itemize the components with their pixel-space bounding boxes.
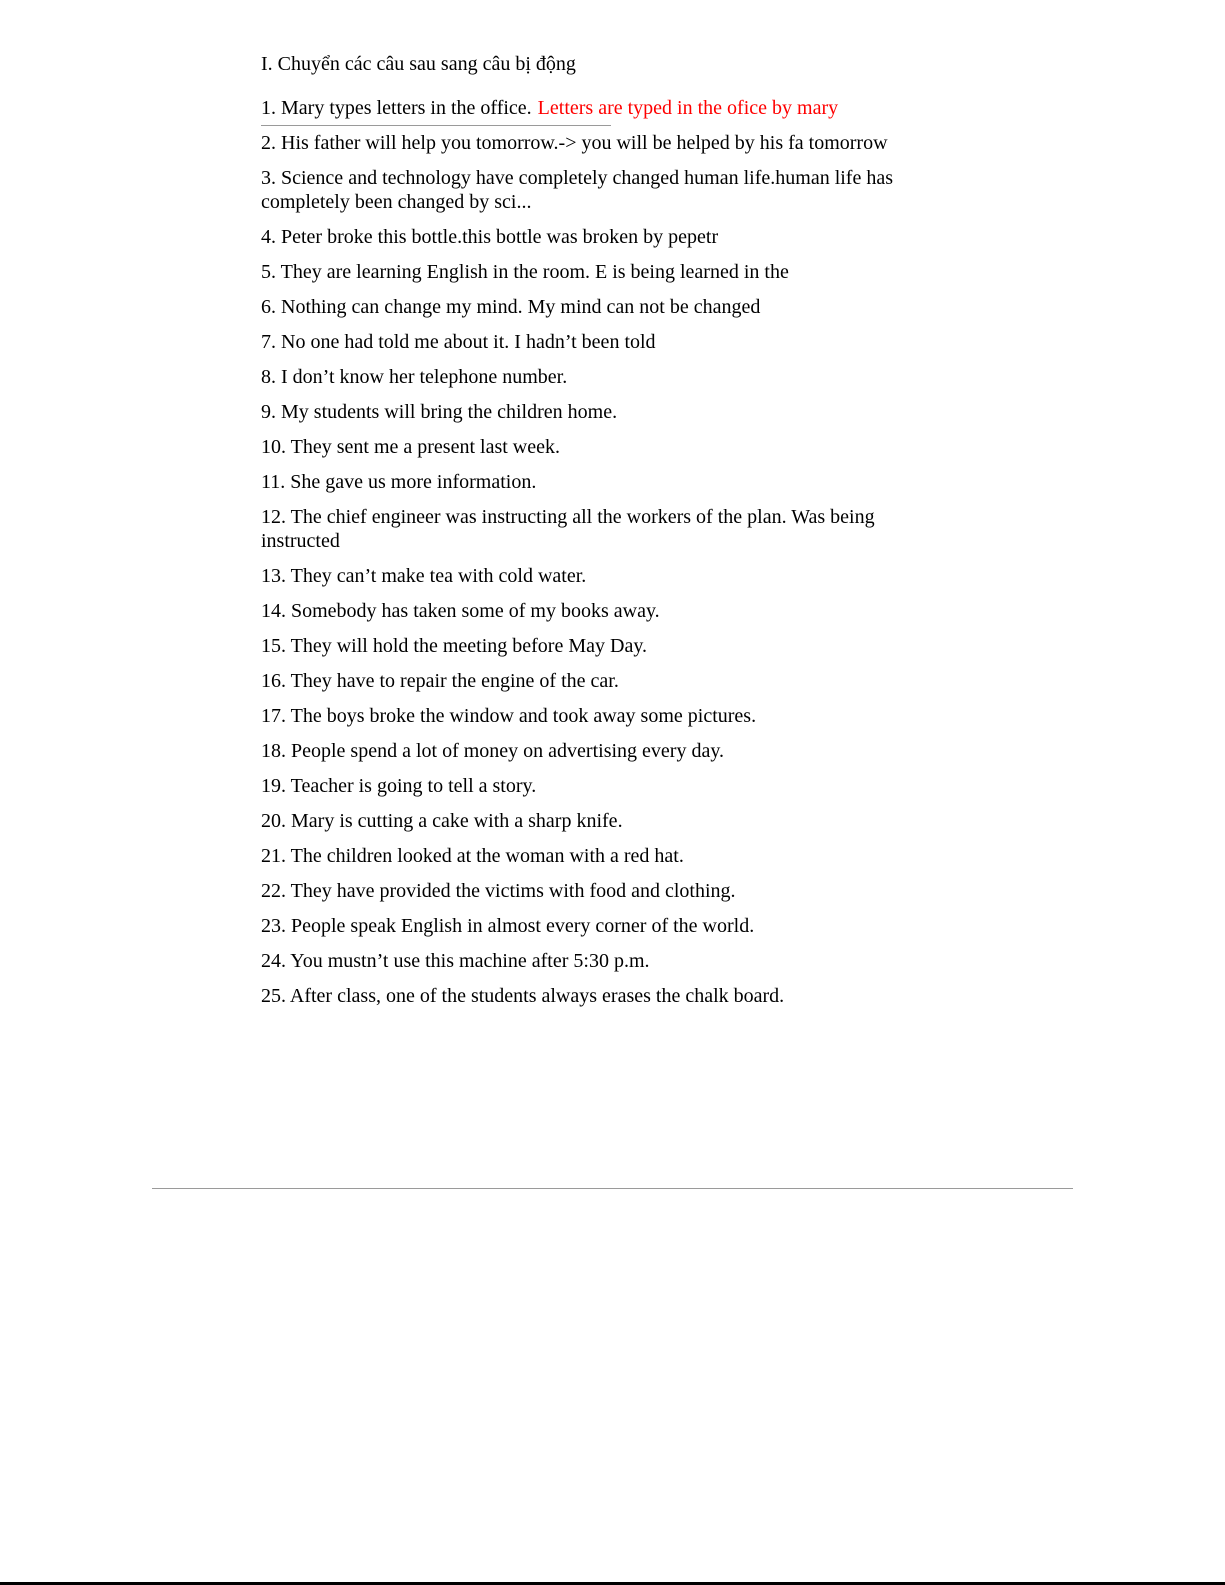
exercise-item-11: 11. She gave us more information. [261, 471, 537, 493]
exercise-item-6: 6. Nothing can change my mind. My mind can not be changed [261, 296, 761, 318]
exercise-item-17: 17. The boys broke the window and took away some pictures. [261, 705, 757, 727]
exercise-item-10: 10. They sent me a present last week. [261, 436, 560, 458]
exercise-item-19: 19. Teacher is going to tell a story. [261, 775, 537, 797]
exercise-item-22: 22. They have provided the victims with food and clothing. [261, 880, 736, 902]
exercise-item-2: 2. His father will help you tomorrow.-> you will be helped by his fa tomorrow [261, 132, 888, 154]
document-body [261, 50, 936, 1019]
exercise-item-20: 20. Mary is cutting a cake with a sharp knife. [261, 810, 623, 832]
exercise-item-24: 24. You mustn’t use this machine after 5:30 p.m. [261, 950, 650, 972]
exercise-item-9: 9. My students will bring the children home. [261, 401, 618, 423]
exercise-item-8: 8. I don’t know her telephone number. [261, 366, 568, 388]
page-divider [152, 1188, 1073, 1189]
exercise-list [261, 96, 936, 1008]
exercise-item-16: 16. They have to repair the engine of the car. [261, 670, 619, 692]
exercise-item-7: 7. No one had told me about it. I hadn’t been told [261, 331, 656, 353]
exercise-heading: I. Chuyển các câu sau sang câu bị động [261, 53, 576, 75]
exercise-item-18: 18. People spend a lot of money on advertising every day. [261, 740, 725, 762]
exercise-item-25: 25. After class, one of the students always erases the chalk board. [261, 985, 785, 1007]
exercise-item-14: 14. Somebody has taken some of my books away. [261, 600, 660, 622]
exercise-item-1-answer: Letters are typed in the ofice by mary [537, 97, 839, 119]
exercise-item-21: 21. The children looked at the woman with a red hat. [261, 845, 684, 867]
exercise-item-15: 15. They will hold the meeting before May Day. [261, 635, 648, 657]
exercise-item-3: 3. Science and technology have completely changed human life.human life has completely been changed by sci... [261, 167, 894, 213]
exercise-item-1 [261, 96, 936, 120]
exercise-item-23: 23. People speak English in almost every corner of the world. [261, 915, 755, 937]
exercise-item-5: 5. They are learning English in the room. E is being learned in the [261, 261, 789, 283]
item-1-underline [261, 125, 611, 126]
exercise-item-1-text: 1. Mary types letters in the office. [261, 97, 532, 119]
exercise-item-12: 12. The chief engineer was instructing all the workers of the plan. Was being instructed [261, 506, 875, 552]
exercise-item-4: 4. Peter broke this bottle.this bottle was broken by pepetr [261, 226, 719, 248]
exercise-item-13: 13. They can’t make tea with cold water. [261, 565, 587, 587]
